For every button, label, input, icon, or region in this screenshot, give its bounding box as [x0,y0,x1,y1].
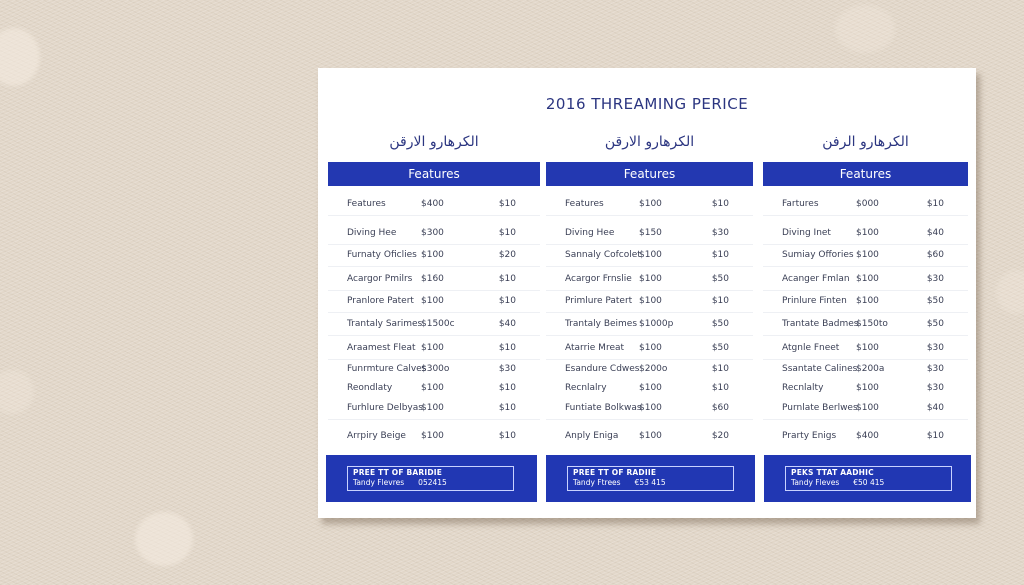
column-heading: الكرهارو الارقن [389,134,479,150]
table-row [546,377,753,399]
row-name: Sannaly Cofcolet [565,250,641,260]
row-fee: $20 [711,431,729,441]
table-row [328,290,540,313]
row-name: Furhlure Delbyas [347,403,423,413]
pricing-column-1 [328,68,540,518]
row-name: Pranlore Patert [347,296,414,306]
row-fee: $30 [926,383,944,393]
row-name: Diving Hee [565,228,615,238]
table-row [546,193,753,216]
row-price: $100 [856,403,879,413]
row-price: $100 [639,199,662,209]
row-price: $400 [856,431,879,441]
summary-title: PEKS TTAT AADHIC [791,468,874,477]
table-row [546,425,753,447]
pricing-column-2 [546,68,753,518]
row-name: Recnlalry [565,383,607,393]
background-bokeh [996,270,1024,314]
table-row [763,290,968,313]
row-price: $100 [856,383,879,393]
price-summary-box-1 [326,455,537,502]
price-summary-box-2 [546,455,755,502]
features-header: Features [763,162,968,186]
row-name: Esandure Cdwes [565,364,640,374]
row-name: Prinlure Finten [782,296,847,306]
row-price: $100 [639,431,662,441]
pricing-column-3 [763,68,968,518]
table-row [546,337,753,360]
row-name: Acanger Fmlan [782,274,850,284]
table-row [328,193,540,216]
row-fee: $30 [926,364,944,374]
summary-title: PREE TT OF RADIIE [573,468,657,477]
table-row [546,222,753,245]
row-price: $100 [856,343,879,353]
row-price: $100 [639,250,662,260]
table-row [763,397,968,420]
table-row [763,313,968,336]
row-name: Acargor Pmilrs [347,274,413,284]
row-name: Diving Hee [347,228,397,238]
table-row [763,268,968,291]
row-price: $100 [639,274,662,284]
row-fee: $50 [926,319,944,329]
background-bokeh [0,370,34,414]
row-fee: $10 [926,431,944,441]
table-row [546,290,753,313]
row-fee: $30 [926,343,944,353]
table-row [328,337,540,360]
background-bokeh [0,28,40,86]
row-price: $200o [639,364,668,374]
row-name: Atgnle Fneet [782,343,840,353]
table-row [763,425,968,447]
row-price: $100 [421,431,444,441]
row-price: $400 [421,199,444,209]
row-price: $200a [856,364,885,374]
row-fee: $50 [711,343,729,353]
row-fee: $40 [926,228,944,238]
background-bokeh [135,512,193,566]
row-name: Araamest Fleat [347,343,416,353]
row-fee: $50 [711,319,729,329]
row-name: Trantaly Sarimes [347,319,423,329]
row-name: Funtiate Bolkwas [565,403,642,413]
row-fee: $10 [498,228,516,238]
summary-value: 052415 [418,478,447,487]
summary-label: Tandy Flevres [353,478,405,487]
summary-value: €50 415 [853,478,885,487]
row-price: $100 [856,250,879,260]
row-price: $300o [421,364,450,374]
row-fee: $50 [926,296,944,306]
row-name: Anply Eniga [565,431,619,441]
row-name: Arrpiry Beige [347,431,406,441]
table-row [763,377,968,399]
row-price: $160 [421,274,444,284]
row-name: Features [347,199,386,209]
summary-label: Tandy Ftrees [573,478,621,487]
table-row [328,222,540,245]
summary-label: Tandy Fleves [791,478,840,487]
background-bokeh [835,5,895,53]
table-row [763,244,968,267]
summary-value: €53 415 [634,478,666,487]
table-row [763,337,968,360]
row-fee: $10 [711,199,729,209]
features-header: Features [328,162,540,186]
row-price: $100 [421,383,444,393]
summary-title: PREE TT OF BARIDIE [353,468,443,477]
price-summary-frame [567,466,734,491]
row-name: Atarrie Mreat [565,343,625,353]
row-fee: $30 [711,228,729,238]
row-fee: $10 [711,296,729,306]
row-fee: $10 [711,364,729,374]
row-fee: $30 [498,364,516,374]
row-fee: $40 [926,403,944,413]
column-heading: الكرهارو الارقن [604,134,695,150]
table-row [328,313,540,336]
row-price: $100 [639,343,662,353]
row-name: Prarty Enigs [782,431,837,441]
row-price: $100 [639,383,662,393]
row-name: Acargor Frnslie [565,274,632,284]
row-fee: $50 [711,274,729,284]
row-price: $100 [639,403,662,413]
row-price: $100 [856,274,879,284]
price-summary-frame [785,466,952,491]
row-fee: $20 [498,250,516,260]
row-price: $100 [856,296,879,306]
row-fee: $10 [498,199,516,209]
row-price: $100 [639,296,662,306]
column-heading: الكرهارو الرفن [822,134,909,150]
table-row [328,377,540,399]
row-name: Diving Inet [782,228,831,238]
price-summary-box-3 [764,455,971,502]
row-fee: $10 [498,296,516,306]
row-fee: $10 [926,199,944,209]
row-name: Trantaly Beimes [565,319,638,329]
row-name: Purnlate Berlwes [782,403,858,413]
row-name: Furnaty Oficlies [347,250,417,260]
row-name: Sumiay Offories [782,250,854,260]
row-name: Fartures [782,199,819,209]
row-fee: $10 [498,343,516,353]
row-fee: $40 [498,319,516,329]
row-price: $000 [856,199,879,209]
row-fee: $30 [926,274,944,284]
row-price: $150to [856,319,888,329]
table-row [328,268,540,291]
row-fee: $10 [711,250,729,260]
table-row [763,193,968,216]
row-fee: $10 [498,383,516,393]
row-name: Funrmture Calves [347,364,427,374]
row-price: $100 [421,403,444,413]
table-row [328,244,540,267]
row-name: Reondlaty [347,383,393,393]
row-fee: $60 [926,250,944,260]
table-row [546,313,753,336]
row-name: Features [565,199,604,209]
row-price: $300 [421,228,444,238]
row-name: Ssantate Calines [782,364,858,374]
row-price: $100 [421,250,444,260]
row-fee: $10 [711,383,729,393]
pricing-card [318,68,976,518]
table-row [763,222,968,245]
price-summary-frame [347,466,514,491]
table-row [546,268,753,291]
row-fee: $10 [498,431,516,441]
row-name: Trantate Badmes [782,319,859,329]
features-header: Features [546,162,753,186]
row-price: $100 [421,296,444,306]
table-row [328,425,540,447]
row-name: Recnlalty [782,383,824,393]
row-fee: $10 [498,403,516,413]
row-price: $1500c [421,319,455,329]
row-price: $100 [856,228,879,238]
row-fee: $10 [498,274,516,284]
row-price: $100 [421,343,444,353]
table-row [546,244,753,267]
table-row [546,397,753,420]
table-row [328,397,540,420]
row-price: $1000p [639,319,674,329]
row-price: $150 [639,228,662,238]
page-title: 2016 THREAMING PERICE [545,95,749,113]
row-fee: $60 [711,403,729,413]
row-name: Primlure Patert [565,296,633,306]
